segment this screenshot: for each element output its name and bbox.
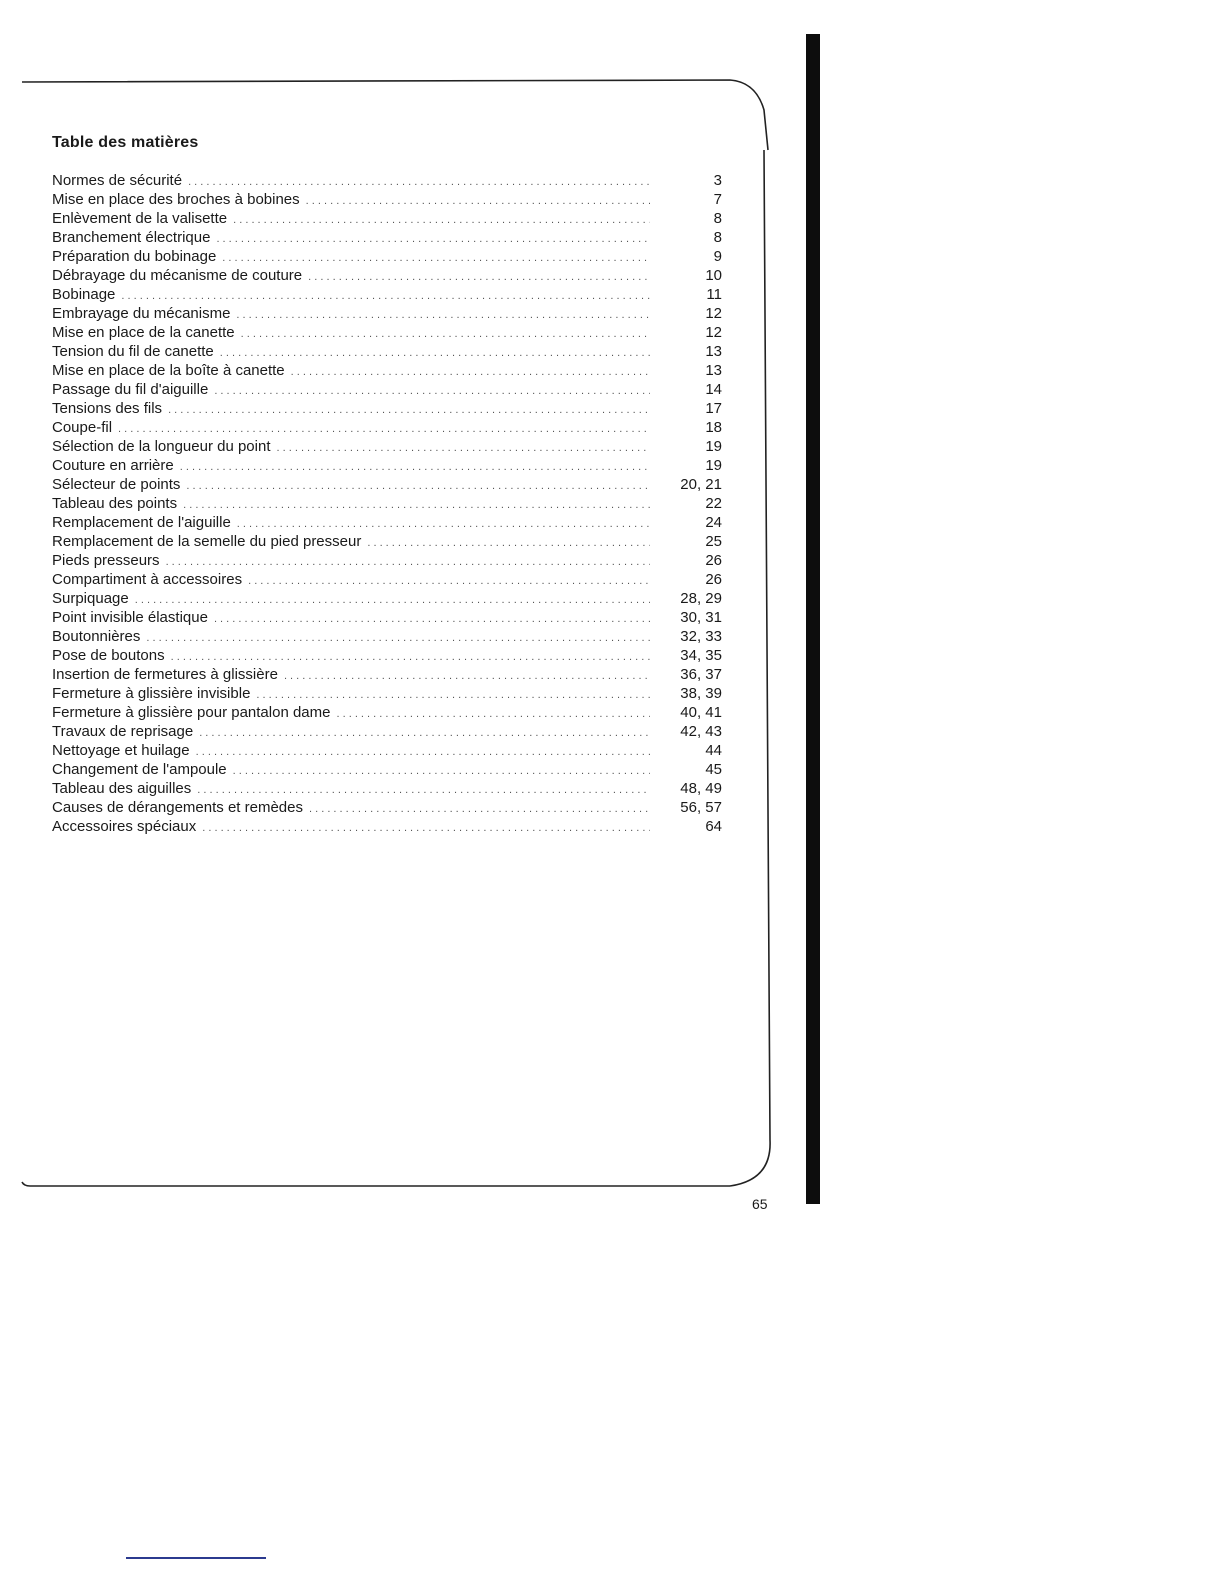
toc-entry-page: 19 xyxy=(705,457,722,474)
toc-entry-page: 28, 29 xyxy=(680,590,722,607)
toc-entry-label: Fermeture à glissière pour pantalon dame xyxy=(52,704,331,721)
toc-entry-page: 11 xyxy=(706,286,722,303)
toc-entry xyxy=(52,266,722,285)
toc-entry-page: 10 xyxy=(705,267,722,284)
toc-entry xyxy=(52,665,722,684)
toc-entry-page: 17 xyxy=(705,400,722,417)
toc-entry xyxy=(52,190,722,209)
toc-entry-page: 44 xyxy=(705,742,722,759)
toc-entry xyxy=(52,646,722,665)
toc-entry xyxy=(52,228,722,247)
table-of-contents xyxy=(52,171,722,836)
toc-entry-page: 64 xyxy=(705,818,722,835)
toc-entry-label: Remplacement de la semelle du pied presseur xyxy=(52,533,362,550)
toc-entry-page: 32, 33 xyxy=(680,628,722,645)
toc-entry xyxy=(52,209,722,228)
toc-entry-page: 8 xyxy=(713,229,722,246)
page-number: 65 xyxy=(752,1196,768,1212)
toc-entry xyxy=(52,684,722,703)
toc-entry xyxy=(52,722,722,741)
toc-entry-page: 24 xyxy=(705,514,722,531)
toc-entry-page: 7 xyxy=(713,191,722,208)
toc-entry-page: 19 xyxy=(705,438,722,455)
toc-entry-label: Accessoires spéciaux xyxy=(52,818,197,835)
toc-entry-page: 26 xyxy=(705,552,722,569)
toc-entry-page: 22 xyxy=(705,495,722,512)
toc-entry-page: 9 xyxy=(713,248,722,265)
toc-entry-label: Couture en arrière xyxy=(52,457,174,474)
toc-entry xyxy=(52,437,722,456)
toc-entry-label: Bobinage xyxy=(52,286,116,303)
toc-entry-page: 26 xyxy=(705,571,722,588)
toc-entry-page: 42, 43 xyxy=(680,723,722,740)
toc-entry-page: 48, 49 xyxy=(680,780,722,797)
toc-entry-label: Sélecteur de points xyxy=(52,476,181,493)
toc-entry-label: Tableau des points xyxy=(52,495,178,512)
toc-entry-label: Mise en place de la boîte à canette xyxy=(52,362,285,379)
toc-entry-label: Fermeture à glissière invisible xyxy=(52,685,251,702)
toc-entry xyxy=(52,608,722,627)
toc-entry-label: Passage du fil d'aiguille xyxy=(52,381,209,398)
toc-entry-label: Changement de l'ampoule xyxy=(52,761,227,778)
toc-entry-page: 18 xyxy=(705,419,722,436)
toc-entry-label: Sélection de la longueur du point xyxy=(52,438,271,455)
toc-entry xyxy=(52,456,722,475)
toc-entry-label: Débrayage du mécanisme de couture xyxy=(52,267,303,284)
toc-entry-label: Insertion de fermetures à glissière xyxy=(52,666,278,683)
toc-entry xyxy=(52,551,722,570)
toc-entry-page: 20, 21 xyxy=(680,476,722,493)
toc-entry xyxy=(52,418,722,437)
toc-entry xyxy=(52,627,722,646)
toc-entry-label: Tension du fil de canette xyxy=(52,343,214,360)
toc-entry xyxy=(52,171,722,190)
toc-entry-label: Tensions des fils xyxy=(52,400,163,417)
toc-entry-label: Pieds presseurs xyxy=(52,552,160,569)
toc-entry-label: Mise en place de la canette xyxy=(52,324,235,341)
toc-entry-page: 34, 35 xyxy=(680,647,722,664)
toc-entry-label: Point invisible élastique xyxy=(52,609,208,626)
toc-entry-label: Tableau des aiguilles xyxy=(52,780,192,797)
toc-entry-page: 45 xyxy=(705,761,722,778)
toc-entry-page: 13 xyxy=(705,362,722,379)
binding-edge-bar xyxy=(806,34,820,1204)
toc-entry xyxy=(52,323,722,342)
toc-entry xyxy=(52,760,722,779)
toc-entry-page: 56, 57 xyxy=(680,799,722,816)
toc-entry-page: 3 xyxy=(713,172,722,189)
toc-entry-label: Surpiquage xyxy=(52,590,129,607)
toc-entry-page: 25 xyxy=(705,533,722,550)
toc-entry xyxy=(52,779,722,798)
toc-entry-page: 8 xyxy=(713,210,722,227)
toc-entry-page: 38, 39 xyxy=(680,685,722,702)
toc-entry xyxy=(52,494,722,513)
toc-entry xyxy=(52,399,722,418)
toc-entry xyxy=(52,247,722,266)
toc-entry-page: 30, 31 xyxy=(680,609,722,626)
toc-entry-label: Compartiment à accessoires xyxy=(52,571,243,588)
toc-entry xyxy=(52,703,722,722)
toc-entry-label: Nettoyage et huilage xyxy=(52,742,190,759)
toc-entry xyxy=(52,342,722,361)
toc-entry-page: 12 xyxy=(705,305,722,322)
toc-entry xyxy=(52,380,722,399)
toc-entry-label: Préparation du bobinage xyxy=(52,248,217,265)
toc-entry-label: Remplacement de l'aiguille xyxy=(52,514,231,531)
toc-entry-label: Normes de sécurité xyxy=(52,172,183,189)
toc-entry-label: Coupe-fil xyxy=(52,419,113,436)
bottom-rule xyxy=(126,1557,266,1559)
toc-entry-page: 36, 37 xyxy=(680,666,722,683)
right-frame-line xyxy=(730,150,770,1186)
toc-entry xyxy=(52,304,722,323)
toc-entry-page: 12 xyxy=(705,324,722,341)
bottom-left-curve xyxy=(22,1182,30,1186)
toc-entry xyxy=(52,285,722,304)
toc-entry-label: Enlèvement de la valisette xyxy=(52,210,228,227)
toc-entry xyxy=(52,570,722,589)
toc-entry-label: Causes de dérangements et remèdes xyxy=(52,799,303,816)
toc-entry-page: 40, 41 xyxy=(680,704,722,721)
toc-leader-dots xyxy=(202,819,650,838)
toc-entry xyxy=(52,513,722,532)
toc-entry xyxy=(52,817,722,836)
toc-entry-label: Mise en place des broches à bobines xyxy=(52,191,300,208)
toc-entry-page: 14 xyxy=(705,381,722,398)
toc-entry-label: Boutonnières xyxy=(52,628,141,645)
toc-entry xyxy=(52,589,722,608)
toc-entry-label: Pose de boutons xyxy=(52,647,165,664)
toc-entry xyxy=(52,798,722,817)
page-title: Table des matières xyxy=(52,134,199,151)
toc-entry xyxy=(52,475,722,494)
toc-entry xyxy=(52,532,722,551)
toc-entry-label: Embrayage du mécanisme xyxy=(52,305,231,322)
toc-entry xyxy=(52,361,722,380)
toc-entry-page: 13 xyxy=(705,343,722,360)
toc-entry xyxy=(52,741,722,760)
toc-entry-label: Branchement électrique xyxy=(52,229,211,246)
toc-entry-label: Travaux de reprisage xyxy=(52,723,194,740)
